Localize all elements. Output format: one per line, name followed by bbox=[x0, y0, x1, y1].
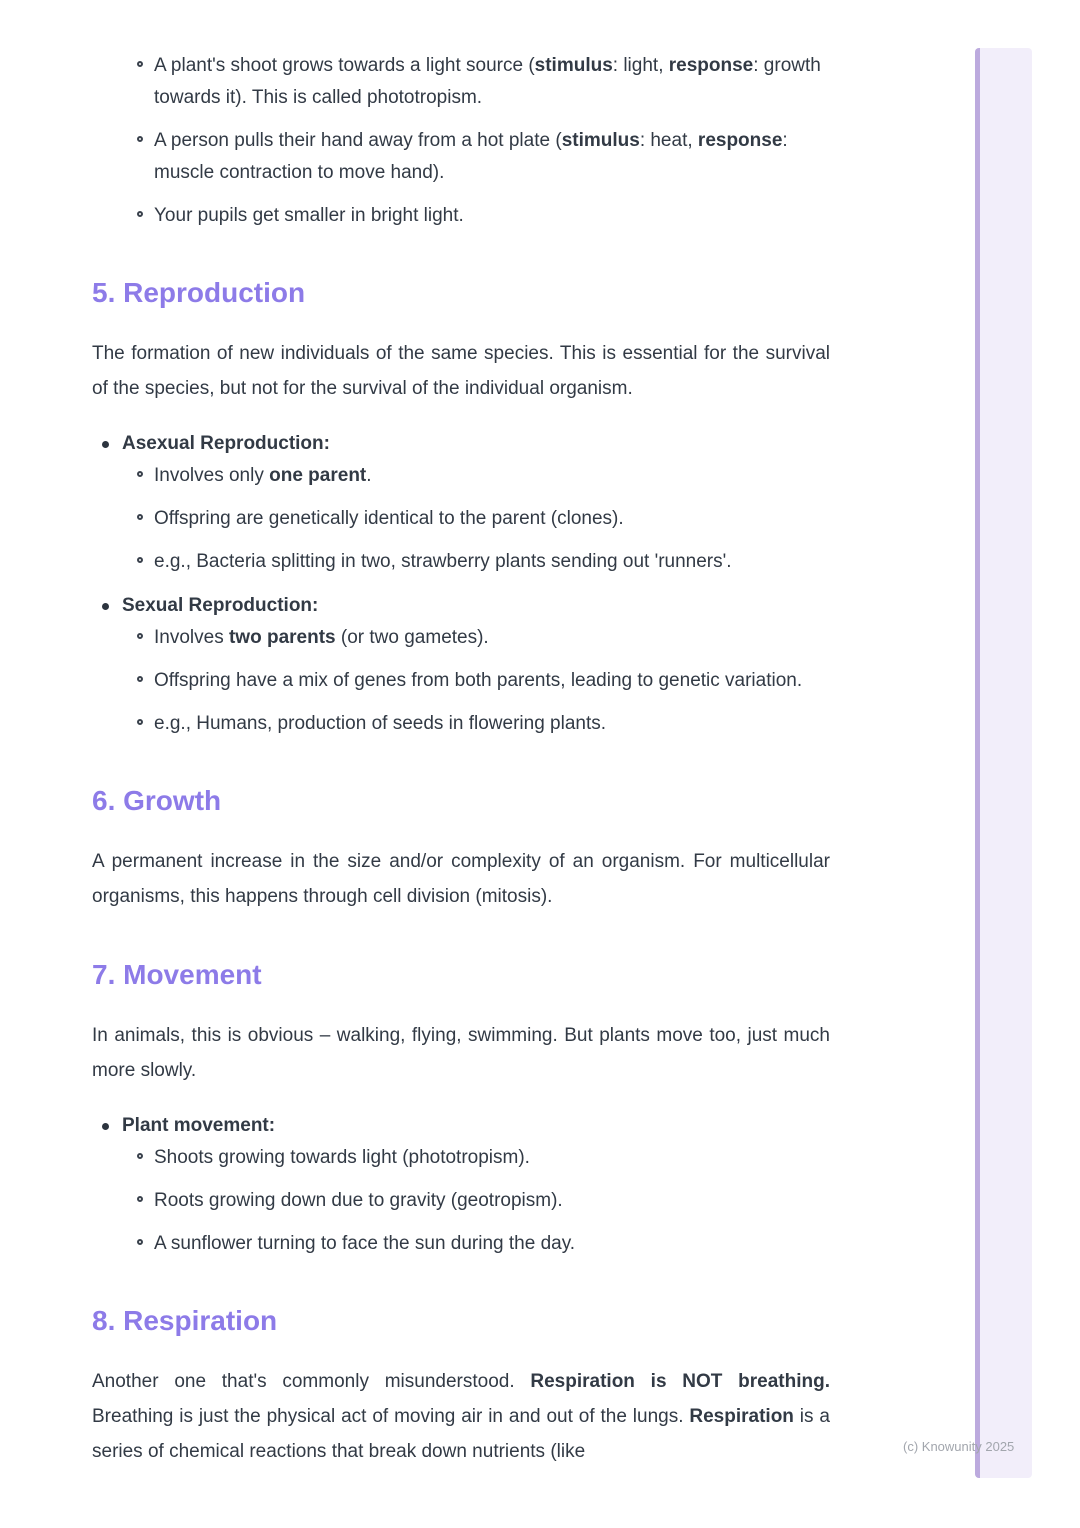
disc-bullet-icon bbox=[102, 441, 109, 448]
document-content bbox=[92, 0, 830, 1491]
paragraph: In animals, this is obvious – walking, flying, swimming. But plants move too, just much more slowly. bbox=[92, 1025, 830, 1081]
list-item bbox=[92, 50, 830, 114]
list-item bbox=[122, 665, 830, 697]
list-item bbox=[122, 503, 830, 535]
section-heading-growth: 6. Growth bbox=[92, 785, 222, 816]
scrollbar-thumb[interactable] bbox=[975, 48, 980, 1478]
list-item bbox=[122, 460, 830, 492]
list-item-label: Asexual Reproduction: bbox=[122, 433, 330, 454]
list-item-label: Sexual Reproduction: bbox=[122, 595, 319, 616]
list-item bbox=[122, 708, 830, 740]
circle-bullet-icon bbox=[137, 136, 143, 142]
list-item-text: e.g., Humans, production of seeds in flowering plants. bbox=[154, 713, 607, 734]
list-item-text: e.g., Bacteria splitting in two, strawberry plants sending out 'runners'. bbox=[154, 551, 732, 572]
list-item-text: Your pupils get smaller in bright light. bbox=[154, 205, 464, 226]
list-item-text: Offspring have a mix of genes from both parents, leading to genetic variation. bbox=[154, 670, 803, 691]
list-item bbox=[122, 1142, 830, 1174]
list-item-label: Plant movement: bbox=[122, 1115, 276, 1136]
reproduction-types-list bbox=[92, 428, 830, 740]
circle-bullet-icon bbox=[137, 61, 143, 67]
section-heading-reproduction: 5. Reproduction bbox=[92, 277, 306, 308]
list-item bbox=[122, 546, 830, 578]
paragraph: A permanent increase in the size and/or complexity of an organism. For multicellular organisms, this happens through cell division (mitosis). bbox=[92, 851, 830, 907]
list-item-text: Roots growing down due to gravity (geotropism). bbox=[154, 1190, 563, 1211]
list-item bbox=[122, 1228, 830, 1260]
circle-bullet-icon bbox=[137, 471, 143, 477]
list-item-text: Offspring are genetically identical to the parent (clones). bbox=[154, 508, 624, 529]
list-item-text: Involves two parents (or two gametes). bbox=[154, 627, 489, 648]
section-heading-respiration: 8. Respiration bbox=[92, 1305, 278, 1336]
list-item bbox=[92, 200, 830, 232]
plant-movement-sublist bbox=[122, 1142, 830, 1260]
list-item bbox=[92, 428, 830, 578]
circle-bullet-icon bbox=[137, 719, 143, 725]
list-item-text: A person pulls their hand away from a hot plate (stimulus: heat, response: muscle contraction to move hand). bbox=[154, 130, 788, 183]
list-item bbox=[92, 1110, 830, 1260]
page-edge-panel bbox=[975, 48, 1032, 1478]
circle-bullet-icon bbox=[137, 211, 143, 217]
list-item bbox=[122, 1185, 830, 1217]
circle-bullet-icon bbox=[137, 676, 143, 682]
list-item-text: Involves only one parent. bbox=[154, 465, 372, 486]
circle-bullet-icon bbox=[137, 514, 143, 520]
list-item-text: Shoots growing towards light (phototropism). bbox=[154, 1147, 530, 1168]
circle-bullet-icon bbox=[137, 633, 143, 639]
list-item bbox=[92, 125, 830, 189]
circle-bullet-icon bbox=[137, 1153, 143, 1159]
circle-bullet-icon bbox=[137, 557, 143, 563]
list-item-text: A sunflower turning to face the sun during the day. bbox=[154, 1233, 576, 1254]
paragraph: The formation of new individuals of the same species. This is essential for the survival of the species, but not for the survival of the individual organism. bbox=[92, 343, 830, 399]
disc-bullet-icon bbox=[102, 603, 109, 610]
asexual-reproduction-sublist bbox=[122, 460, 830, 578]
list-item bbox=[92, 590, 830, 740]
circle-bullet-icon bbox=[137, 1239, 143, 1245]
list-item-text: A plant's shoot grows towards a light source (stimulus: light, response: growth towards it). This is called phototropism. bbox=[154, 55, 821, 108]
copyright-watermark: (c) Knowunity 2025 bbox=[903, 1439, 1015, 1454]
disc-bullet-icon bbox=[102, 1123, 109, 1130]
section-heading-movement: 7. Movement bbox=[92, 959, 262, 990]
list-item bbox=[122, 622, 830, 654]
movement-list bbox=[92, 1110, 830, 1260]
circle-bullet-icon bbox=[137, 1196, 143, 1202]
paragraph: Another one that's commonly misunderstood. Respiration is NOT breathing. Breathing is just the physical act of moving air in and out of the lungs. Respiration is a series of chemical reactions that break down nutrients (like bbox=[92, 1371, 830, 1462]
sexual-reproduction-sublist bbox=[122, 622, 830, 740]
stimulus-examples-list bbox=[92, 50, 830, 232]
